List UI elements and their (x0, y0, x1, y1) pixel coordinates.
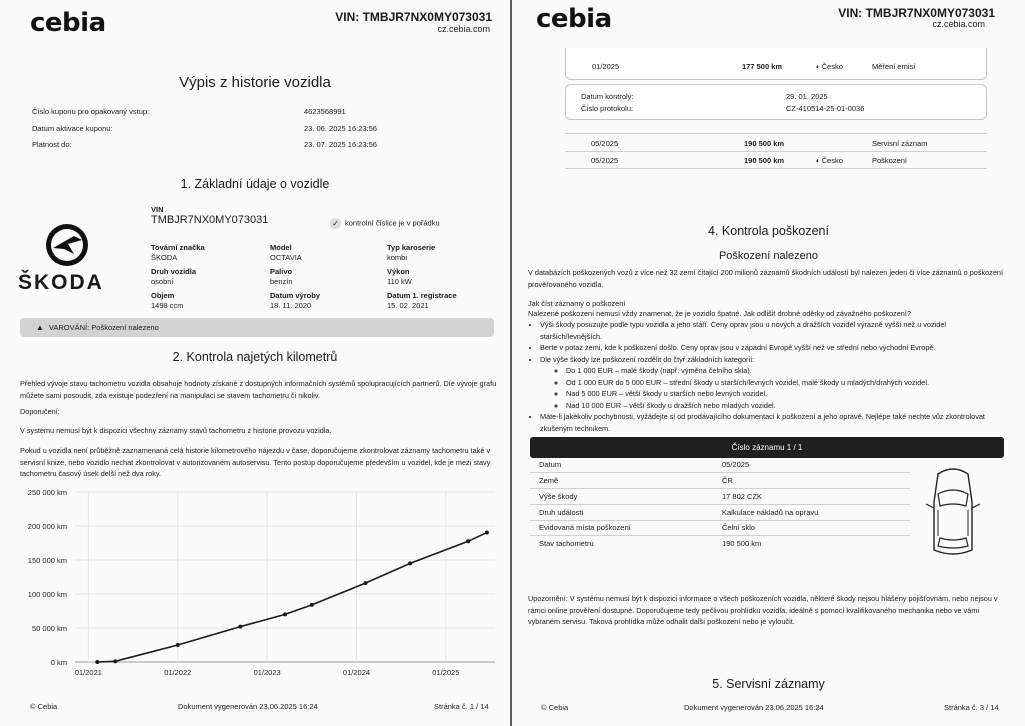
list-item-text: Dle výše škody lze poškození rozdělit do čtyř základních kategorií: (540, 354, 755, 364)
meta-label: Platnost do: (32, 140, 72, 149)
footer-generated: Dokument vygenerován 23.06.2025 16:24 (178, 702, 318, 711)
damage-intro: V databázích poškozených vozů z více než 32 zemí čítající 200 milionů záznamů škodních událostí byl nalezen jeden či více záznamů o poškození prověřovaného vozidla. (528, 268, 1003, 289)
y-tick-label: 150 000 km (27, 556, 67, 565)
section4-title: 4. Kontrola poškození (708, 224, 829, 238)
inspection-date-label: Datum kontroly: (581, 92, 634, 101)
protocol-value: CZ-410514-25-01-0036 (786, 104, 865, 113)
country-pin-icon: ◖ (815, 62, 822, 71)
field-label: Výkon (387, 267, 410, 276)
field-value: ŠKODA (151, 253, 178, 262)
site-link[interactable]: cz.cebia.com (932, 19, 985, 29)
field-label: Druh vozidla (151, 267, 197, 276)
field-label: Palivo (270, 267, 293, 276)
vin-value: TMBJR7NX0MY073031 (151, 214, 269, 226)
field-value: kombi (387, 253, 408, 262)
page-title: Výpis z historie vozidla (179, 74, 331, 91)
report-page-1 (0, 0, 510, 726)
x-tick-label: 01/2024 (342, 668, 371, 677)
data-point (113, 659, 117, 663)
cebia-logo: cebia (30, 8, 106, 38)
y-tick-label: 200 000 km (27, 522, 67, 531)
y-tick-label: 100 000 km (27, 590, 67, 599)
divider (530, 520, 910, 521)
record-label: Stav tachometru (539, 539, 594, 548)
field-value: 1498 ccm (151, 301, 184, 310)
list-item (540, 354, 1006, 412)
x-tick-label: 01/2025 (432, 668, 460, 677)
field-value: osobní (151, 277, 174, 286)
skoda-emblem-icon (44, 222, 90, 273)
record-label: Druh události (539, 508, 584, 517)
record-type: Měření emisí (872, 62, 916, 71)
skoda-wordmark: ŠKODA (18, 271, 104, 294)
record-country (815, 62, 843, 71)
inspection-card (565, 84, 987, 120)
field-label: Typ karoserie (387, 243, 436, 252)
warning-icon: ▲ (36, 323, 44, 332)
inspection-date-value: 29. 01. 2025 (786, 92, 828, 101)
y-tick-label: 50 000 km (31, 624, 67, 633)
vin-header: VIN: TMBJR7NX0MY073031 (838, 6, 995, 20)
record-value: 17 802 CZK (722, 492, 763, 501)
divider (530, 504, 910, 505)
car-diagram-icon (922, 462, 984, 567)
field-value: 15. 02. 2021 (387, 301, 429, 310)
section5-title: 5. Servisní záznamy (712, 677, 825, 691)
data-point (485, 530, 489, 534)
record-value: Kalkulace nákladů na opravu (722, 508, 819, 517)
record-type: Servisní záznam (872, 139, 928, 148)
y-tick-label: 250 000 km (27, 488, 67, 497)
country-pin-icon: ◖ (815, 156, 822, 165)
damage-notice: Upozornění: V systému nemusí být k dispozici informace o všech poškozeních vozidla, některé škody nejsou hlášeny pojišťovnám, nebo nejsou v rámci online prověření dostupné. Doporučujeme tedy pečlivou prohlídku vozidla, ideálně s pomocí kvalifikovaného mechanika nebo ve vámi vybraném servisu. Taková prohlídka může odhalit další poškození nebo je vyloučit. (528, 594, 998, 626)
record-km: 177 500 km (742, 62, 783, 71)
record-date: 01/2025 (592, 62, 620, 71)
record-country-text: Česko (821, 62, 843, 71)
meta-label: Číslo kuponu pro opakovaný vstup: (32, 107, 150, 116)
divider (565, 168, 987, 169)
field-label: Objem (151, 291, 175, 300)
odometer-intro: Přehled vývoje stavu tachometru vozidla obsahuje hodnoty získané z dostupných informačních systémů spolupracujících partnerů. Díe vývoje grafu můžete sami posoudit, zda existuje podezření na manipulaci se stavem tachometru či nikoliv. (20, 379, 497, 400)
vin-check (330, 218, 440, 229)
record-label: Datum (539, 460, 562, 469)
list-item: • Berte v potaz zemi, kde k poškození došlo. Ceny oprav jsou v západní Evropě vyšší než ve střední nebo východní Evropě. (540, 342, 1006, 354)
record-label: Evidovaná místa poškození (539, 523, 631, 532)
section1-title: 1. Základní údaje o vozidle (180, 177, 330, 191)
recommendation-text: V systému nemusí být k dispozici všechny záznamy stavů tachometru z historie provozu vozidla. (20, 426, 332, 435)
vin-label: VIN (151, 205, 164, 214)
field-label: Datum výroby (270, 291, 321, 300)
divider (530, 535, 910, 536)
field-label: Datum 1. registrace (387, 291, 457, 300)
list-item: • Výši škody posuzujte podle typu vozidla a jeho stáří. Ceny oprav jsou u nových a dražších vozidel výrazně vyšší než u vozidel starších/levnějších. (540, 319, 1006, 342)
list-item: • Máte-li jakékoliv pochybnosti, vyžádejte si od prodávajícího dokumentaci k poškození a jeho opravě. Nejlépe také nechte vůz zkontrolovat zkušeným technikem. (540, 411, 1006, 434)
how-to-read-title: Jak číst záznamy o poškození (528, 299, 626, 308)
recommendation-label: Doporučení: (20, 407, 60, 416)
record-date: 05/2025 (591, 156, 619, 165)
record-km: 190 500 km (744, 139, 785, 148)
footer-generated: Dokument vygenerován 23.06.2025 16:24 (684, 703, 824, 712)
record-label: Země (539, 476, 559, 485)
record-header: Číslo záznamu 1 / 1 (530, 437, 1004, 458)
record-label: Výše škody (539, 492, 578, 501)
record-value: 05/2025 (722, 460, 750, 469)
damage-guide-list (528, 319, 1006, 434)
field-label: Tovární značka (151, 243, 205, 252)
x-tick-label: 01/2021 (74, 668, 102, 677)
record-type: Poškození (872, 156, 908, 165)
record-km: 190 500 km (744, 156, 785, 165)
site-link[interactable]: cz.cebia.com (437, 24, 490, 34)
how-to-read-text: Nalezené poškození nemusí vždy znamenat, že je vozidlo špatné. Jak odlišit drobné oděrky od závažného poškození? (528, 309, 911, 318)
check-icon: ✓ (330, 218, 341, 229)
warning-banner (20, 318, 494, 337)
divider (565, 151, 987, 152)
section2-title: 2. Kontrola najetých kilometrů (172, 350, 338, 364)
vin-check-text: kontrolní číslice je v pořádku (345, 218, 440, 228)
meta-value: 4623568991 (304, 107, 346, 116)
divider (530, 488, 910, 489)
data-point (310, 603, 314, 607)
data-point (95, 660, 99, 664)
list-item: ◦ Nad 5 000 EUR – větší škody u starších nebo levných vozidel. (566, 388, 1006, 400)
divider (565, 133, 987, 134)
record-value: ČR (722, 476, 733, 485)
record-value: 190 500 km (722, 539, 762, 548)
vin-header: VIN: TMBJR7NX0MY073031 (335, 10, 492, 24)
data-point (466, 539, 470, 543)
mileage-line (97, 532, 487, 662)
field-label: Model (270, 243, 292, 252)
damage-found-title: Poškození nalezeno (718, 250, 819, 262)
protocol-label: Číslo protokolu: (581, 104, 634, 113)
data-point (283, 612, 287, 616)
record-country-text: Česko (821, 156, 843, 165)
cebia-logo: cebia (536, 4, 612, 34)
field-value: 18. 11. 2020 (270, 301, 312, 310)
list-item: ◦ Od 1 000 EUR do 5 000 EUR – střední škody u starších/levných vozidel, malé škody u mladých/drahých vozidel. (566, 377, 1006, 389)
data-point (363, 581, 367, 585)
data-point (176, 643, 180, 647)
footer-copyright: © Cebia (541, 703, 569, 712)
meta-label: Datum aktivace kuponu: (32, 124, 113, 133)
list-item: ◦ Nad 10 000 EUR – větší škody u dražších nebo mladých vozidel. (566, 400, 1006, 412)
field-value: benzín (270, 277, 293, 286)
y-tick-label: 0 km (50, 658, 67, 667)
field-value: 110 kW (387, 277, 412, 286)
footer-page-number: Stránka č. 1 / 14 (434, 702, 489, 711)
mileage-chart (0, 484, 510, 684)
warning-text: VAROVÁNÍ: Poškození nalezeno (48, 323, 159, 332)
field-value: OCTAVIA (270, 253, 302, 262)
record-value: Čelní sklo (722, 523, 755, 532)
divider (530, 472, 910, 473)
x-tick-label: 01/2022 (164, 668, 192, 677)
meta-value: 23. 06. 2025 16:23:56 (304, 124, 377, 133)
data-point (408, 561, 412, 565)
recommendation-detail: Pokud u vozidla není průběžně zaznamenaná celá historie kilometrového nájezdu v čase, doporučujeme zkontrolovat záznamy tachometru také v servisní knize, nebo vozidlo nechat zkontrolovat v autorizovaném autoservisu. Tento postup doporučujeme především u vozidel, kde je mezi stavy tachometru časový úsek delší než dva roky. (20, 446, 491, 478)
data-point (238, 625, 242, 629)
record-date: 05/2025 (591, 139, 619, 148)
record-country (815, 156, 843, 165)
meta-value: 23. 07. 2025 16:23:56 (304, 140, 377, 149)
x-tick-label: 01/2023 (253, 668, 281, 677)
footer-page-number: Stránka č. 3 / 14 (944, 703, 999, 712)
footer-copyright: © Cebia (30, 702, 58, 711)
list-item: ◦ Do 1 000 EUR – malé škody (např. výměna čelního skla). (566, 365, 1006, 377)
